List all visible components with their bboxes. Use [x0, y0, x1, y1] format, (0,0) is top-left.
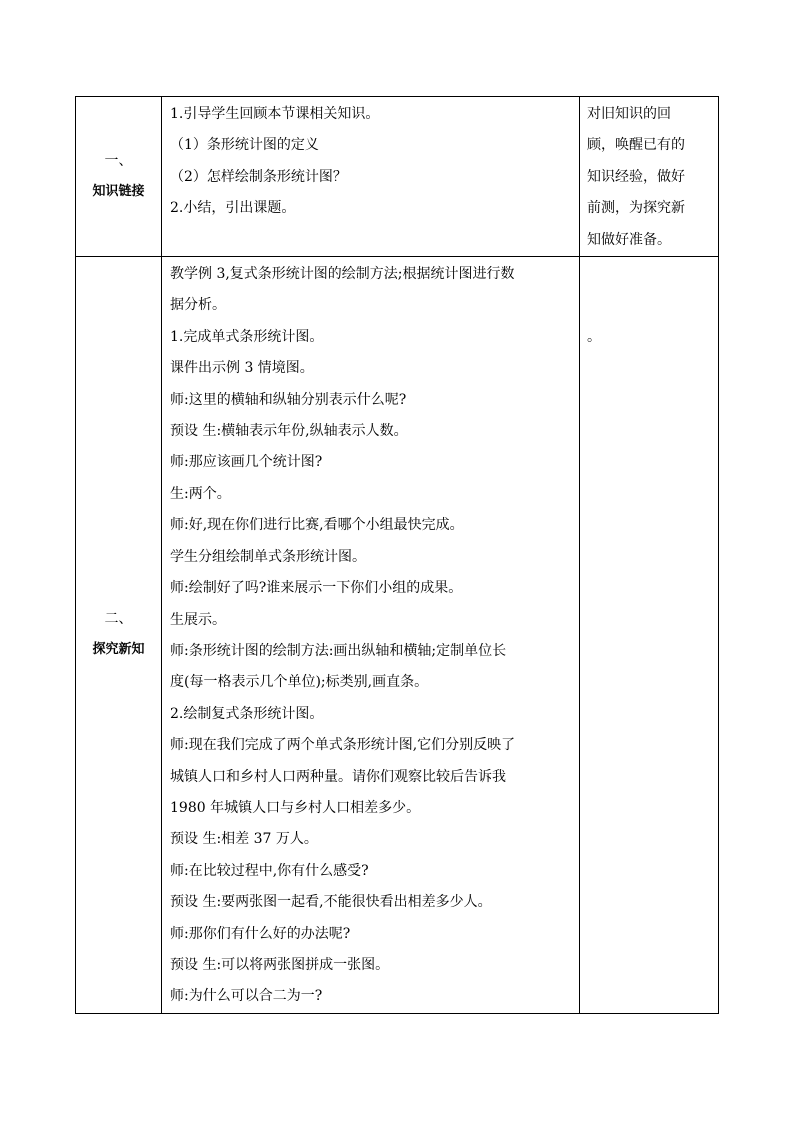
content-line: 师:现在我们完成了两个单式条形统计图,它们分别反映了 [170, 737, 516, 754]
content-line: 预设 生:横轴表示年份,纵轴表示人数。 [170, 423, 408, 440]
content-line: 师:条形统计图的绘制方法:画出纵轴和横轴;定制单位长 [170, 642, 507, 659]
section-row-2 [76, 257, 719, 1014]
note-line [587, 259, 718, 290]
content-line: 课件出示例 3 情境图。 [170, 360, 314, 377]
content-line: 预设 生:要两张图一起看,不能很快看出相差多少人。 [170, 894, 492, 911]
content-line: 生展示。 [170, 611, 226, 628]
content-line: 1.引导学生回顾本节课相关知识。 [170, 106, 380, 122]
content-line: 2.小结，引出课题。 [170, 200, 296, 217]
content-line: 师:好,现在你们进行比赛,看哪个小组最快完成。 [170, 517, 464, 534]
content-line: 师:那你们有什么好的办法呢? [170, 925, 351, 942]
note-line: 知做好准备。 [587, 231, 671, 248]
section-row-1 [76, 97, 719, 257]
section-2-heading-cell [76, 257, 162, 1014]
content-line: 城镇人口和乡村人口两种量。请你们观察比较后告诉我 [170, 768, 506, 785]
section-1-content [162, 97, 580, 257]
note-line: 对旧知识的回 [587, 106, 671, 122]
section-2-content [162, 257, 580, 1014]
note-line: 知识经验，做好 [587, 168, 685, 185]
section-2-number: 二、 [104, 611, 133, 628]
note-line: 。 [587, 328, 601, 345]
note-line: 前测，为探究新 [587, 200, 685, 217]
note-line: 顾，唤醒已有的 [587, 137, 685, 154]
content-line: 1.完成单式条形统计图。 [170, 328, 324, 345]
section-1-number: 一、 [104, 153, 133, 170]
content-line: 师:这里的横轴和纵轴分别表示什么呢? [170, 391, 407, 408]
section-1-title: 知识链接 [92, 184, 145, 200]
content-line: 2.绘制复式条形统计图。 [170, 705, 324, 722]
content-line: 师:为什么可以合二为一? [170, 988, 323, 1005]
content-line: 教学例 3,复式条形统计图的绘制方法;根据统计图进行数 [170, 266, 515, 283]
content-line: 度(每一格表示几个单位);标类别,画直条。 [170, 674, 429, 691]
content-line: 预设 生:可以将两张图拼成一张图。 [170, 956, 390, 973]
lesson-plan-table [75, 96, 719, 1014]
note-line [587, 290, 718, 321]
section-2-title: 探究新知 [92, 642, 145, 658]
content-line: 据分析。 [170, 297, 226, 314]
content-line: 师:那应该画几个统计图? [170, 454, 323, 471]
content-line: 师:绘制好了吗?谁来展示一下你们小组的成果。 [170, 580, 463, 597]
section-1-heading-cell [76, 97, 162, 257]
section-1-notes [580, 97, 719, 257]
content-line: （2）怎样绘制条形统计图？ [170, 168, 347, 185]
content-line: 1980 年城镇人口与乡村人口相差多少。 [170, 799, 421, 816]
content-line: 师:在比较过程中,你有什么感受? [170, 862, 369, 879]
content-line: 学生分组绘制单式条形统计图。 [170, 548, 366, 565]
content-line: 生:两个。 [170, 485, 231, 502]
content-line: （1）条形统计图的定义 [170, 137, 319, 154]
section-2-notes [580, 257, 719, 1014]
content-line: 预设 生:相差 37 万人。 [170, 831, 318, 848]
